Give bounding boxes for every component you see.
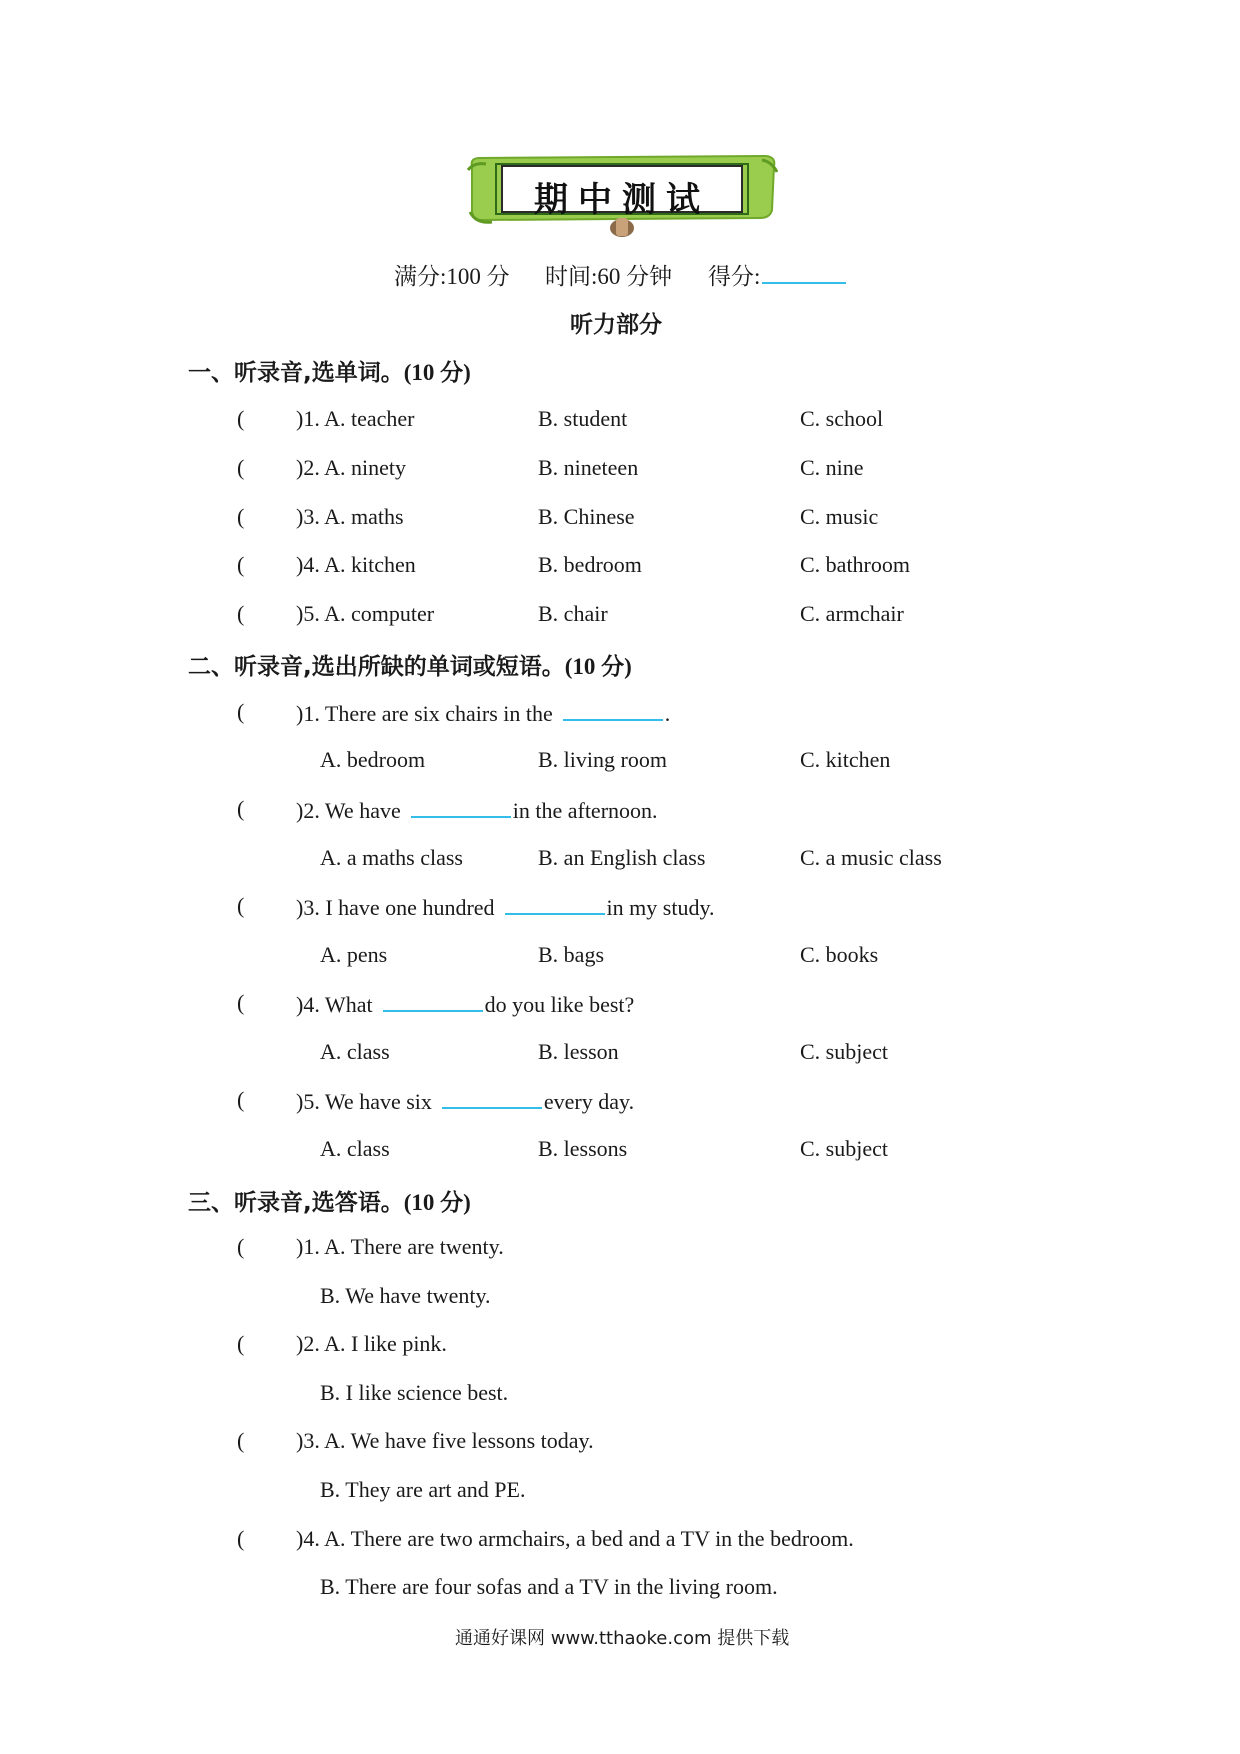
s2-q4-c: C. subject xyxy=(800,1039,888,1064)
s1-q3-c: C. music xyxy=(800,504,879,529)
s2-q4-b: B. lesson xyxy=(538,1039,619,1064)
s2-q1-c: C. kitchen xyxy=(800,747,891,772)
section3-title: 三、听录音,选答语。 xyxy=(188,1190,404,1216)
time-limit: 时间:60 分钟 xyxy=(545,264,673,289)
fill-blank[interactable] xyxy=(411,796,511,818)
s2-q4-question: )4. What do you like best? xyxy=(296,992,635,1017)
answer-paren: ( xyxy=(237,1331,245,1356)
s3-q1-a: )1. A. There are twenty. xyxy=(296,1234,504,1259)
s3-q2-b: B. I like science best. xyxy=(320,1380,509,1405)
answer-paren: ( xyxy=(237,406,245,431)
part-title: 听力部分 xyxy=(570,312,662,338)
section1-heading xyxy=(188,354,471,387)
section2-points: (10 分) xyxy=(564,654,632,679)
score-label: 得分: xyxy=(708,264,761,289)
score-blank xyxy=(762,260,846,284)
s1-q2-b: B. nineteen xyxy=(538,455,639,480)
full-score: 满分:100 分 xyxy=(394,264,510,289)
answer-paren: ( xyxy=(237,504,245,529)
s3-q4-b: B. There are four sofas and a TV in the living room. xyxy=(320,1574,778,1599)
answer-paren: ( xyxy=(237,990,245,1015)
s1-q3-b: B. Chinese xyxy=(538,504,635,529)
s2-q4-a: A. class xyxy=(320,1039,390,1064)
s2-q1-b: B. living room xyxy=(538,747,667,772)
s2-q2-b: B. an English class xyxy=(538,845,706,870)
s2-q5-question: )5. We have six every day. xyxy=(296,1089,635,1114)
answer-paren: ( xyxy=(237,893,245,918)
s2-q2-a: A. a maths class xyxy=(320,845,463,870)
answer-paren: ( xyxy=(237,601,245,626)
s3-q1-b: B. We have twenty. xyxy=(320,1283,491,1308)
s3-q4-a: )4. A. There are two armchairs, a bed and a TV in the bedroom. xyxy=(296,1526,854,1551)
s2-q3-c: C. books xyxy=(800,942,879,967)
fill-blank[interactable] xyxy=(563,699,663,721)
s2-q5-b: B. lessons xyxy=(538,1136,628,1161)
fill-blank[interactable] xyxy=(383,990,483,1012)
s1-q1-b: B. student xyxy=(538,406,628,431)
s1-q2-c: C. nine xyxy=(800,455,864,480)
s1-q1-a: )1. A. teacher xyxy=(296,406,415,431)
section2-title: 二、听录音,选出所缺的单词或短语。 xyxy=(188,654,565,680)
s3-q3-a: )3. A. We have five lessons today. xyxy=(296,1428,594,1453)
section1-title: 一、听录音,选单词。 xyxy=(188,360,404,386)
s2-q3-b: B. bags xyxy=(538,942,604,967)
answer-paren: ( xyxy=(237,1234,245,1259)
answer-paren: ( xyxy=(237,1087,245,1112)
s3-q3-b: B. They are art and PE. xyxy=(320,1477,526,1502)
s2-q3-a: A. pens xyxy=(320,942,388,967)
section1-points: (10 分) xyxy=(403,360,471,385)
s3-q2-a: )2. A. I like pink. xyxy=(296,1331,447,1356)
s1-q4-a: )4. A. kitchen xyxy=(296,552,416,577)
answer-paren: ( xyxy=(237,796,245,821)
s1-q5-a: )5. A. computer xyxy=(296,601,435,626)
s1-q1-c: C. school xyxy=(800,406,884,431)
s2-q2-c: C. a music class xyxy=(800,845,942,870)
s2-q5-c: C. subject xyxy=(800,1136,888,1161)
title-banner xyxy=(466,152,778,238)
section3-points: (10 分) xyxy=(403,1190,471,1215)
fill-blank[interactable] xyxy=(505,893,605,915)
score-field xyxy=(708,258,846,291)
s1-q4-c: C. bathroom xyxy=(800,552,910,577)
answer-paren: ( xyxy=(237,1526,245,1551)
answer-paren: ( xyxy=(237,455,245,480)
s2-q3-question: )3. I have one hundred in my study. xyxy=(296,895,715,920)
s1-q4-b: B. bedroom xyxy=(538,552,642,577)
answer-paren: ( xyxy=(237,1428,245,1453)
footer-watermark: 通通好课网 www.tthaoke.com 提供下载 xyxy=(455,1628,790,1649)
page-title: 期中测试 xyxy=(534,180,710,220)
s2-q2-question: )2. We have in the afternoon. xyxy=(296,798,658,823)
s1-q3-a: )3. A. maths xyxy=(296,504,404,529)
s2-q1-a: A. bedroom xyxy=(320,747,426,772)
s1-q5-b: B. chair xyxy=(538,601,608,626)
answer-paren: ( xyxy=(237,552,245,577)
section2-heading xyxy=(188,648,632,681)
section3-heading xyxy=(188,1184,471,1217)
s2-q5-a: A. class xyxy=(320,1136,390,1161)
s1-q2-a: )2. A. ninety xyxy=(296,455,406,480)
answer-paren: ( xyxy=(237,699,245,724)
s1-q5-c: C. armchair xyxy=(800,601,904,626)
fill-blank[interactable] xyxy=(442,1087,542,1109)
s2-q1-question: )1. There are six chairs in the . xyxy=(296,701,671,726)
